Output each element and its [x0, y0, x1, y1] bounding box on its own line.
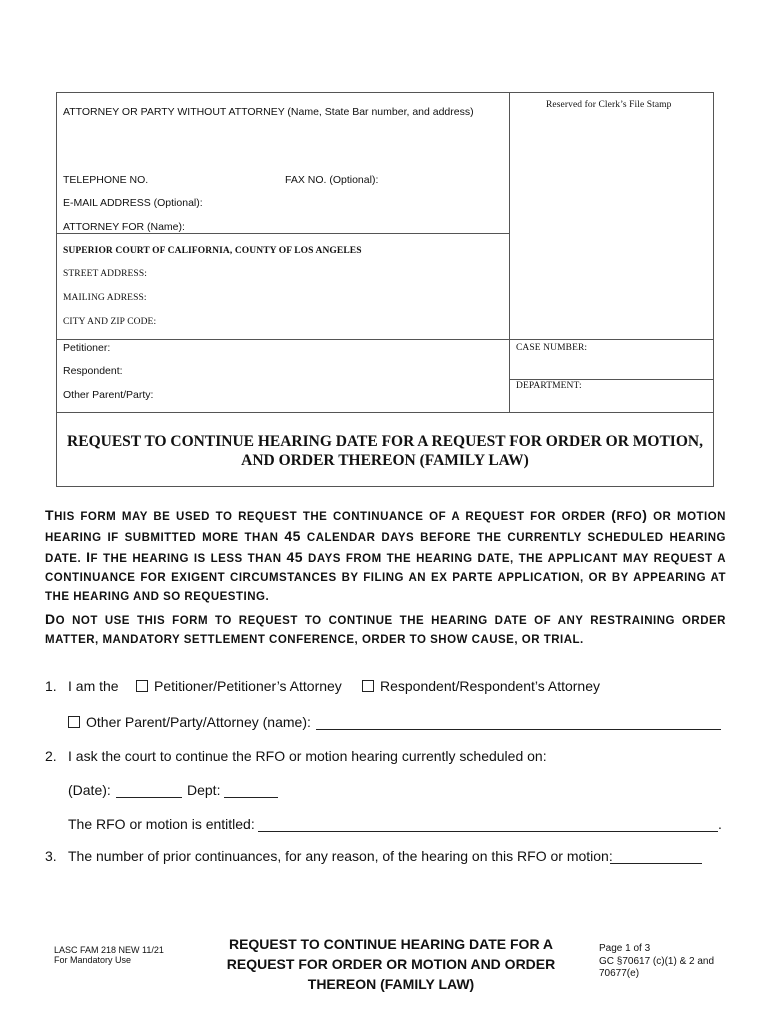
department-label: DEPARTMENT: [516, 381, 582, 391]
footer-code-line-2: 70677(e) [599, 968, 640, 979]
petitioner-option-label: Petitioner/Petitioner’s Attorney [154, 678, 342, 694]
court-section-divider [56, 233, 510, 234]
form-title-line-2: AND ORDER THEREON (FAMILY LAW) [241, 452, 529, 469]
other-parent-label: Other Parent/Party: [63, 389, 154, 401]
respondent-checkbox[interactable] [362, 680, 374, 692]
email-label: E-MAIL ADDRESS (Optional): [63, 197, 203, 209]
footer-title-line-2: REQUEST FOR ORDER OR MOTION AND ORDER [226, 956, 556, 972]
attorney-for-label: ATTORNEY FOR (Name): [63, 221, 185, 233]
item-1-number: 1. [45, 678, 57, 694]
entitled-period: . [718, 816, 722, 832]
caption-divider-vertical [509, 92, 510, 413]
telephone-label: TELEPHONE NO. [63, 174, 149, 186]
other-party-checkbox[interactable] [68, 716, 80, 728]
footer-title-line-1: REQUEST TO CONTINUE HEARING DATE FOR A [228, 936, 554, 952]
court-name: SUPERIOR COURT OF CALIFORNIA, COUNTY OF LOS ANGELES [63, 246, 362, 256]
petitioner-label: Petitioner: [63, 342, 111, 354]
rfo-title-field[interactable] [258, 817, 718, 832]
respondent-label: Respondent: [63, 365, 123, 377]
fax-label: FAX NO. (Optional): [285, 174, 379, 186]
dept-label: Dept: [187, 782, 221, 798]
footer-code-line-1: GC §70617 (c)(1) & 2 and [599, 956, 715, 967]
case-number-divider [509, 379, 714, 380]
item-2-text: I ask the court to continue the RFO or motion hearing currently scheduled on: [68, 748, 547, 764]
date-label: (Date): [68, 782, 111, 798]
footer-title [200, 934, 582, 994]
other-party-option[interactable] [68, 714, 311, 730]
footer-mandatory-use: For Mandatory Use [54, 955, 132, 965]
form-title-line-1: REQUEST TO CONTINUE HEARING DATE FOR A REQUEST FOR ORDER OR MOTION, [67, 433, 703, 450]
instruction-paragraph-1: THIS FORM MAY BE USED TO REQUEST THE CONTINUANCE OF A REQUEST FOR ORDER (RFO) OR MOTION HEARING IF SUBMITTED MORE THAN 45 CALENDAR DAYS BEFORE THE CURRENTLY SCHEDULED HEARING DATE. IF THE HEARING IS LESS THAN 45 DAYS FROM THE HEARING DATE, THE APPLICANT MAY REQUEST A CONTINUANCE FOR EXIGENT CIRCUMSTANCES BY FILING AN EX PARTE APPLICATION, OR BY APPEARING AT THE HEARING AND SO REQUESTING. [45, 507, 727, 603]
item-3-number: 3. [45, 848, 57, 864]
entitled-label: The RFO or motion is entitled: [68, 816, 255, 832]
instruction-paragraph-2: DO NOT USE THIS FORM TO REQUEST TO CONTINUE THE HEARING DATE OF ANY RESTRAINING ORDER MATTER, MANDATORY SETTLEMENT CONFERENCE, ORDER TO SHOW CAUSE, OR TRIAL. [45, 611, 726, 646]
form-title [56, 432, 714, 470]
footer-form-number: LASC FAM 218 NEW 11/21 [54, 945, 164, 955]
petitioner-checkbox[interactable] [136, 680, 148, 692]
attorney-label: ATTORNEY OR PARTY WITHOUT ATTORNEY (Name, State Bar number, and address) [63, 106, 474, 118]
title-section-divider [56, 412, 714, 413]
city-zip-label: CITY AND ZIP CODE: [63, 317, 157, 327]
item-3-text: The number of prior continuances, for any reason, of the hearing on this RFO or motion: [68, 848, 613, 864]
street-address-label: STREET ADDRESS: [63, 269, 147, 279]
dept-field[interactable] [224, 783, 278, 798]
petitioner-option[interactable] [136, 678, 342, 694]
respondent-option[interactable] [362, 678, 600, 694]
clerk-stamp-label: Reserved for Clerk’s File Stamp [546, 100, 672, 110]
hearing-date-field[interactable] [116, 783, 182, 798]
item-2-number: 2. [45, 748, 57, 764]
caption-box [56, 92, 714, 487]
parties-section-divider [56, 339, 714, 340]
mailing-address-label: MAILING ADRESS: [63, 293, 147, 303]
other-party-name-field[interactable] [316, 715, 721, 730]
footer-page-number: Page 1 of 3 [599, 943, 651, 954]
case-number-label: CASE NUMBER: [516, 343, 588, 353]
prior-continuances-field[interactable] [610, 849, 702, 864]
respondent-option-label: Respondent/Respondent’s Attorney [380, 678, 601, 694]
other-party-option-label: Other Parent/Party/Attorney (name): [86, 714, 311, 730]
item-1-text: I am the [68, 678, 119, 694]
footer-title-line-3: THEREON (FAMILY LAW) [307, 976, 475, 992]
